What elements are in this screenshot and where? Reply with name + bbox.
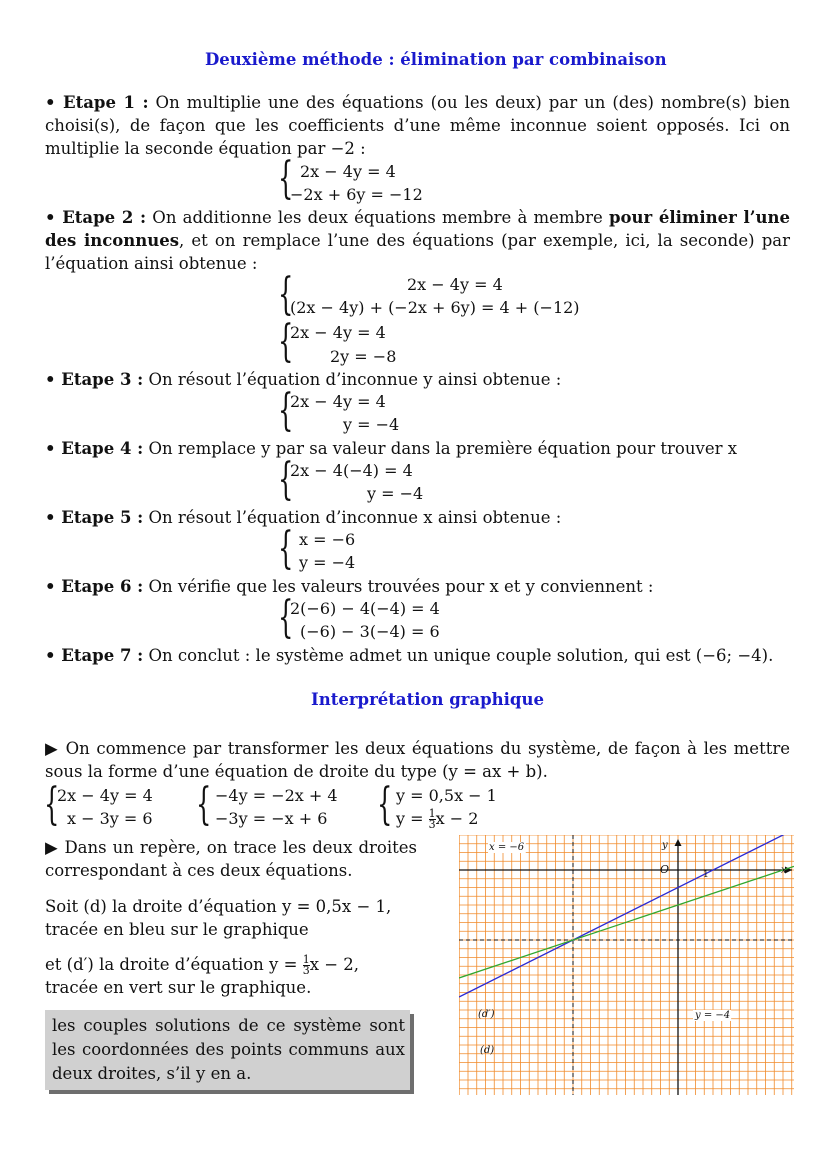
step-5-paragraph	[45, 506, 790, 529]
step-2-text-a: On additionne les deux équations membre à membre	[146, 208, 609, 227]
brace: {	[278, 592, 294, 643]
dprime-a: et (d′) la droite d’équation y =	[45, 955, 303, 974]
sys2-eq1: −4y = −2x + 4	[215, 786, 338, 805]
grid	[459, 835, 794, 1095]
step-2-sysB-eq2: 2y = −8	[330, 347, 397, 366]
fraction-num: 1	[428, 807, 436, 820]
fraction	[429, 809, 436, 830]
step-6-label: • Etape 6 :	[45, 577, 144, 596]
step-4-text: On remplace y par sa valeur dans la première équation pour trouver x	[143, 439, 738, 458]
brace: {	[278, 269, 294, 320]
y-axis-label: y	[662, 840, 668, 851]
step-2-text-b: , et on remplace l’une des équations (par exemple, ici, la seconde) par l’équation ainsi obtenue :	[45, 231, 790, 273]
step-3-eq1: 2x − 4y = 4	[290, 392, 386, 411]
step-4-eq1: 2x − 4(−4) = 4	[290, 461, 413, 480]
x-axis-label: x	[781, 865, 787, 876]
brace: {	[377, 779, 393, 830]
brace: {	[278, 385, 294, 436]
step-1-eq2: −2x + 6y = −12	[290, 185, 423, 204]
line-d	[459, 835, 794, 997]
step-3-text: On résout l’équation d’inconnue y ainsi obtenue :	[143, 370, 562, 389]
fraction-den: 3	[428, 818, 436, 831]
y-line-label: y = −4	[695, 1010, 731, 1021]
step-5-eq1: x = −6	[299, 530, 356, 549]
brace: {	[44, 779, 60, 830]
step-2-sysA-eq1: 2x − 4y = 4	[407, 275, 503, 294]
brace: {	[196, 779, 212, 830]
sys2-eq2: −3y = −x + 6	[215, 809, 328, 828]
step-6-paragraph	[45, 575, 790, 598]
intro-paragraph: ▶ On commence par transformer les deux équations du système, de façon à les mettre sous la forme d’une équation de droite du type (y = ax + b).	[45, 739, 790, 781]
sys3-eq2-b: x − 2	[435, 809, 479, 828]
sys1-eq2: x − 3y = 6	[67, 809, 153, 828]
step-5-eq2: y = −4	[299, 553, 356, 572]
step-7-text: On conclut : le système admet un unique couple solution, qui est (−6; −4).	[143, 646, 774, 665]
step-3-eq2: y = −4	[343, 415, 400, 434]
sys3-eq2-a: y =	[396, 809, 429, 828]
dprime-label: (d′)	[478, 1009, 495, 1020]
origin-label: O	[660, 863, 670, 876]
step-2-label: • Etape 2 :	[45, 208, 147, 227]
step-2-sysA-eq2: (2x − 4y) + (−2x + 6y) = 4 + (−12)	[290, 298, 580, 317]
sys3-eq2	[396, 809, 478, 830]
fraction-num: 1	[302, 953, 310, 966]
fraction-den: 3	[302, 964, 310, 977]
trace-paragraph: ▶ Dans un repère, on trace les deux droites correspondant à ces deux équations.	[45, 838, 417, 880]
graph	[459, 835, 794, 1095]
x-line-label: x = −6	[489, 842, 525, 853]
section-title: Deuxième méthode : élimination par combinaison	[205, 50, 667, 69]
step-6-eq2: (−6) − 3(−4) = 6	[300, 622, 440, 641]
step-6-text: On vérifie que les valeurs trouvées pour x et y conviennent :	[143, 577, 654, 596]
dashed-lines	[459, 835, 794, 1095]
step-4-paragraph	[45, 437, 790, 460]
d-label: (d)	[480, 1045, 495, 1056]
step-1-text: On multiplie une des équations (ou les deux) par un (des) nombre(s) bien choisi(s), de façon que les coefficients d’une même inconnue soient opposés. Ici on multiplie la seconde équation par −2 :	[45, 93, 790, 158]
y-axis-arrow	[675, 839, 682, 846]
step-1-paragraph	[45, 91, 790, 160]
sys1-eq1: 2x − 4y = 4	[57, 786, 153, 805]
step-1-label: • Etape 1 :	[45, 93, 149, 112]
brace: {	[278, 316, 294, 367]
step-1-eq1: 2x − 4y = 4	[300, 162, 396, 181]
graph-labels	[478, 840, 787, 1056]
sys3-eq1: y = 0,5x − 1	[396, 786, 497, 805]
step-7-label: • Etape 7 :	[45, 646, 144, 665]
d-paragraph: Soit (d) la droite d’équation y = 0,5x − 1, tracée en bleu sur le graphique	[45, 897, 392, 939]
step-2-sysB-eq1: 2x − 4y = 4	[290, 323, 386, 342]
step-4-eq2: y = −4	[367, 484, 424, 503]
brace: {	[278, 153, 294, 204]
step-4-label: • Etape 4 :	[45, 439, 144, 458]
step-7-paragraph	[45, 644, 790, 667]
dprime-b: x − 2, tracée en vert sur le graphique.	[45, 955, 360, 997]
step-2-bold: pour éliminer l’une des inconnues	[45, 208, 790, 250]
brace: {	[278, 523, 294, 574]
step-5-text: On résout l’équation d’inconnue x ainsi obtenue :	[143, 508, 562, 527]
section-title-graphic: Interprétation graphique	[311, 690, 544, 709]
step-3-paragraph	[45, 368, 790, 391]
brace: {	[278, 454, 294, 505]
step-6-eq1: 2(−6) − 4(−4) = 4	[290, 599, 440, 618]
step-2-paragraph	[45, 206, 790, 275]
step-5-label: • Etape 5 :	[45, 508, 144, 527]
dprime-paragraph	[45, 953, 417, 999]
step-3-label: • Etape 3 :	[45, 370, 144, 389]
plot-lines	[459, 835, 794, 997]
highlight-box-text: les couples solutions de ce système sont les coordonnées des points communs aux deux droites, s’il y en a.	[52, 1016, 405, 1083]
fraction	[303, 955, 310, 976]
one-label: 1	[703, 870, 709, 880]
